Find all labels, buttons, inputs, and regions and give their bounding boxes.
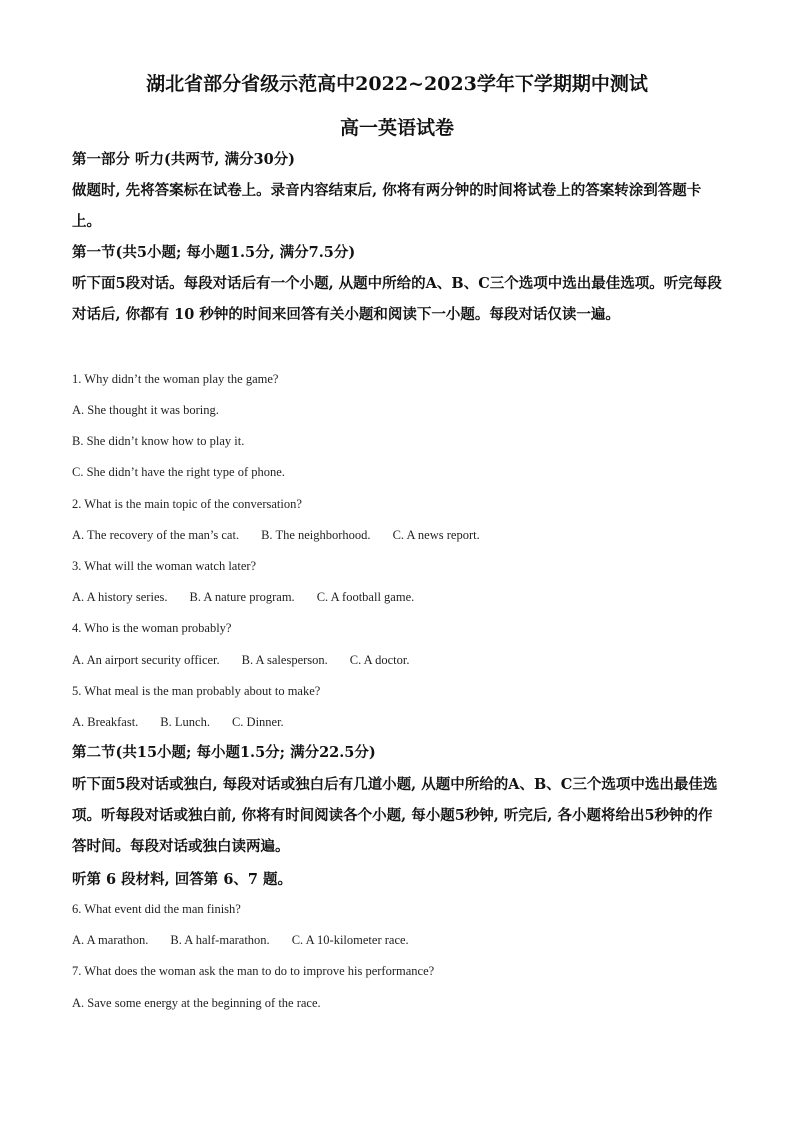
part1-heading: 第一部分 听力(共两节, 满分30分) (72, 151, 296, 168)
question-1-option-a: A. She thought it was boring. (72, 403, 219, 417)
section2-heading: 第二节(共15小题; 每小题1.5分; 满分22.5分) (72, 744, 376, 761)
section1-instructions: 听下面5段对话。每段对话后有一个小题, 从题中所给的A、B、C三个选项中选出最佳选项。听完每段对话后, 你都有 10 秒钟的时间来回答有关小题和阅读下一小题。每段对话仅读一遍。 (72, 275, 722, 323)
question-2-option-c: C. A news report. (392, 528, 480, 542)
question-3-option-c: C. A football game. (316, 590, 415, 604)
question-3-option-b: B. A nature program. (189, 590, 295, 604)
question-4-option-a: A. An airport security officer. (72, 653, 220, 667)
question-1-option-b: B. She didn’t know how to play it. (72, 434, 245, 448)
exam-subtitle: 高一英语试卷 (339, 117, 454, 139)
question-2-option-a: A. The recovery of the man’s cat. (72, 528, 240, 542)
question-4-option-c: C. A doctor. (349, 653, 410, 667)
part1-instructions: 做题时, 先将答案标在试卷上。录音内容结束后, 你将有两分钟的时间将试卷上的答案转涂到答题卡上。 (72, 182, 702, 230)
question-5-option-b: B. Lunch. (160, 715, 210, 729)
question-6-options (72, 932, 409, 948)
question-6-option-c: C. A 10-kilometer race. (291, 933, 409, 947)
question-3-options (72, 589, 414, 605)
question-3: 3. What will the woman watch later? (72, 559, 257, 573)
question-4-options (72, 652, 410, 668)
question-5-option-c: C. Dinner. (231, 715, 284, 729)
section2-instructions: 听下面5段对话或独白, 每段对话或独白后有几道小题, 从题中所给的A、B、C三个选项中选出最佳选项。听每段对话或独白前, 你将有时间阅读各个小题, 每小题5秒钟, 听完后, 各小题将给出5秒钟的作答时间。每段对话或独白读两遍。 (72, 776, 718, 855)
question-6: 6. What event did the man finish? (72, 902, 241, 916)
question-2: 2. What is the main topic of the conversation? (72, 497, 302, 511)
section1-heading: 第一节(共5小题; 每小题1.5分, 满分7.5分) (72, 244, 356, 261)
question-5-option-a: A. Breakfast. (72, 715, 139, 729)
question-2-option-b: B. The neighborhood. (261, 528, 371, 542)
question-5: 5. What meal is the man probably about to make? (72, 684, 321, 698)
question-2-options (72, 527, 480, 543)
question-1: 1. Why didn’t the woman play the game? (72, 372, 279, 386)
exam-title: 湖北省部分省级示范高中2022~2023学年下学期期中测试 (146, 73, 648, 95)
question-5-options (72, 714, 284, 730)
question-4: 4. Who is the woman probably? (72, 621, 232, 635)
question-7: 7. What does the woman ask the man to do to improve his performance? (72, 964, 435, 978)
question-1-option-c: C. She didn’t have the right type of phone. (72, 465, 285, 479)
question-4-option-b: B. A salesperson. (241, 653, 328, 667)
question-7-option-a: A. Save some energy at the beginning of the race. (72, 996, 321, 1010)
question-6-option-a: A. A marathon. (72, 933, 149, 947)
material-6-heading: 听第 6 段材料, 回答第 6、7 题。 (72, 871, 293, 888)
question-6-option-b: B. A half-marathon. (170, 933, 270, 947)
question-3-option-a: A. A history series. (72, 590, 168, 604)
